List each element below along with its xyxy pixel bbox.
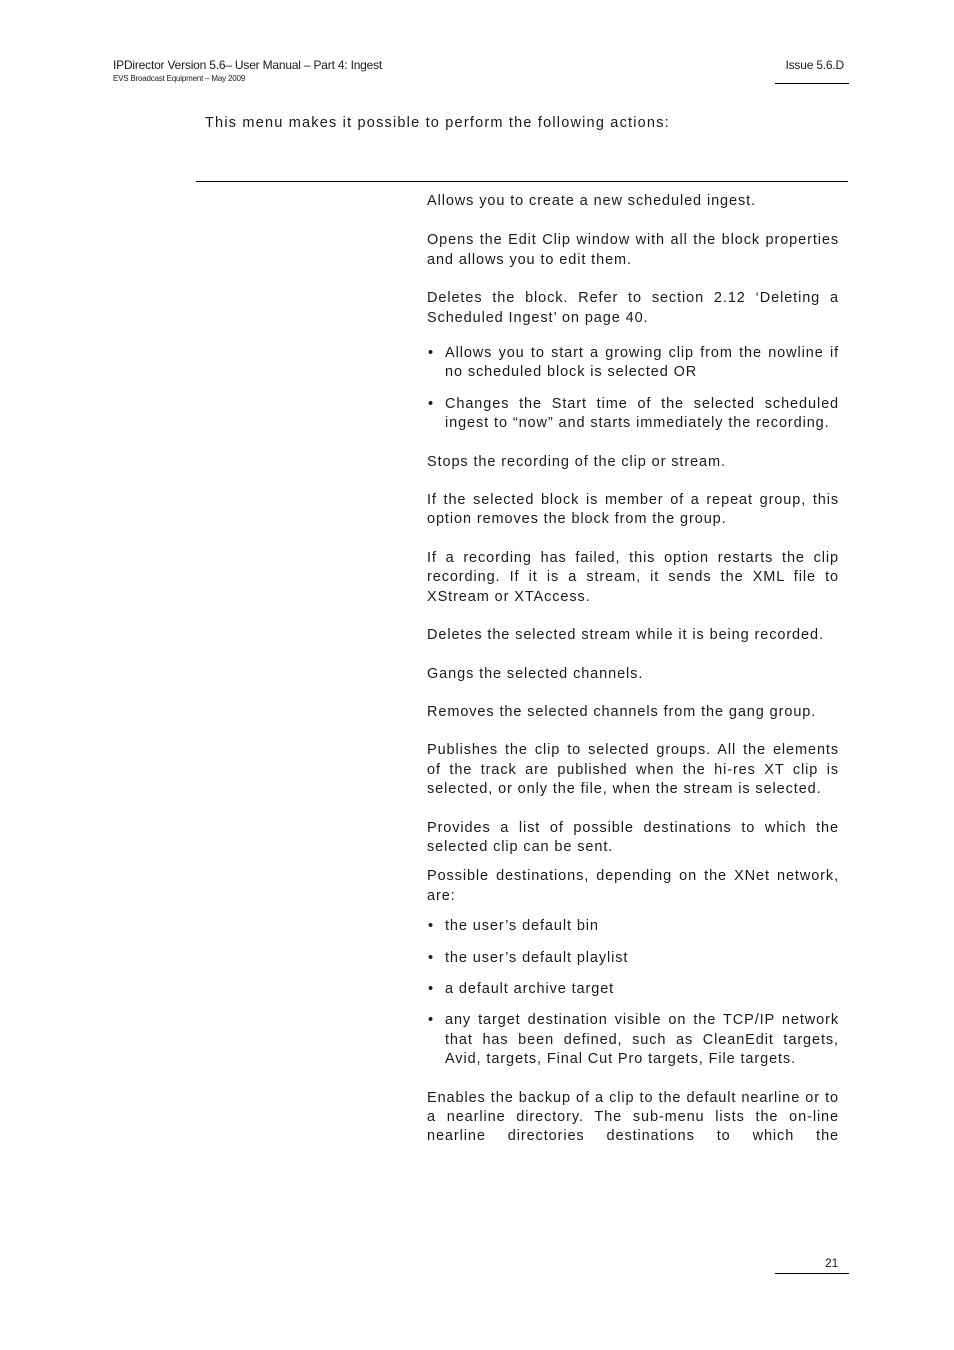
entry-delete-stream: Deletes the selected stream while it is being recorded.: [427, 627, 824, 644]
entry-delete: Deletes the block. Refer to section 2.12 ‘Deleting a Scheduled Ingest’ on page 40.: [427, 290, 839, 326]
entry-edit: Opens the Edit Clip window with all the block properties and allows you to edit them.: [427, 232, 839, 268]
header-issue: Issue 5.6.D: [785, 58, 844, 72]
intro-text: This menu makes it possible to perform the following actions:: [205, 115, 670, 131]
entry-send-list: [427, 917, 839, 1069]
description-column: [427, 192, 839, 1147]
list-item: • the user’s default playlist: [427, 949, 839, 968]
header-subtitle: EVS Broadcast Equipment – May 2009: [113, 74, 245, 83]
entry-start-bullet: • Changes the Start time of the selected scheduled ingest to “now” and starts immediately the recording.: [427, 395, 839, 434]
list-item: • the user’s default bin: [427, 917, 839, 936]
entry-send: Provides a list of possible destinations to which the selected clip can be sent.: [427, 819, 839, 855]
table-top-rule: [196, 181, 848, 182]
entry-stop: Stops the recording of the clip or stream.: [427, 453, 726, 470]
entry-ungang: Removes the selected channels from the gang group.: [427, 703, 817, 720]
entry-backup: Enables the backup of a clip to the default nearline or to a nearline directory. The sub-menu lists the on-line nearline directories destinations to which the: [427, 1089, 839, 1145]
entry-publish: Publishes the clip to selected groups. All the elements of the track are published when the hi-res XT clip is selected, or only the file, when the stream is selected.: [427, 742, 839, 798]
entry-repeat: If the selected block is member of a repeat group, this option removes the block from the group.: [427, 492, 839, 528]
list-item: • a default archive target: [427, 980, 839, 999]
entry-send-destinations: Possible destinations, depending on the XNet network, are:: [427, 868, 839, 904]
header-rule: [775, 83, 849, 84]
entry-new: Allows you to create a new scheduled ingest.: [427, 193, 756, 209]
page-number: 21: [825, 1256, 839, 1270]
entry-gang: Gangs the selected channels.: [427, 665, 644, 682]
entry-start-bullet: • Allows you to start a growing clip from the nowline if no scheduled block is selected OR: [427, 344, 839, 383]
footer-rule: [775, 1273, 849, 1274]
list-item: • any target destination visible on the TCP/IP network that has been defined, such as CleanEdit targets, Avid, targets, Final Cut Pro targets, File targets.: [427, 1011, 839, 1069]
entry-restart: If a recording has failed, this option restarts the clip recording. If it is a stream, it sends the XML file to XStream or XTAccess.: [427, 549, 839, 605]
entry-start-list: [427, 344, 839, 434]
header-title: IPDirector Version 5.6– User Manual – Part 4: Ingest: [113, 58, 383, 72]
